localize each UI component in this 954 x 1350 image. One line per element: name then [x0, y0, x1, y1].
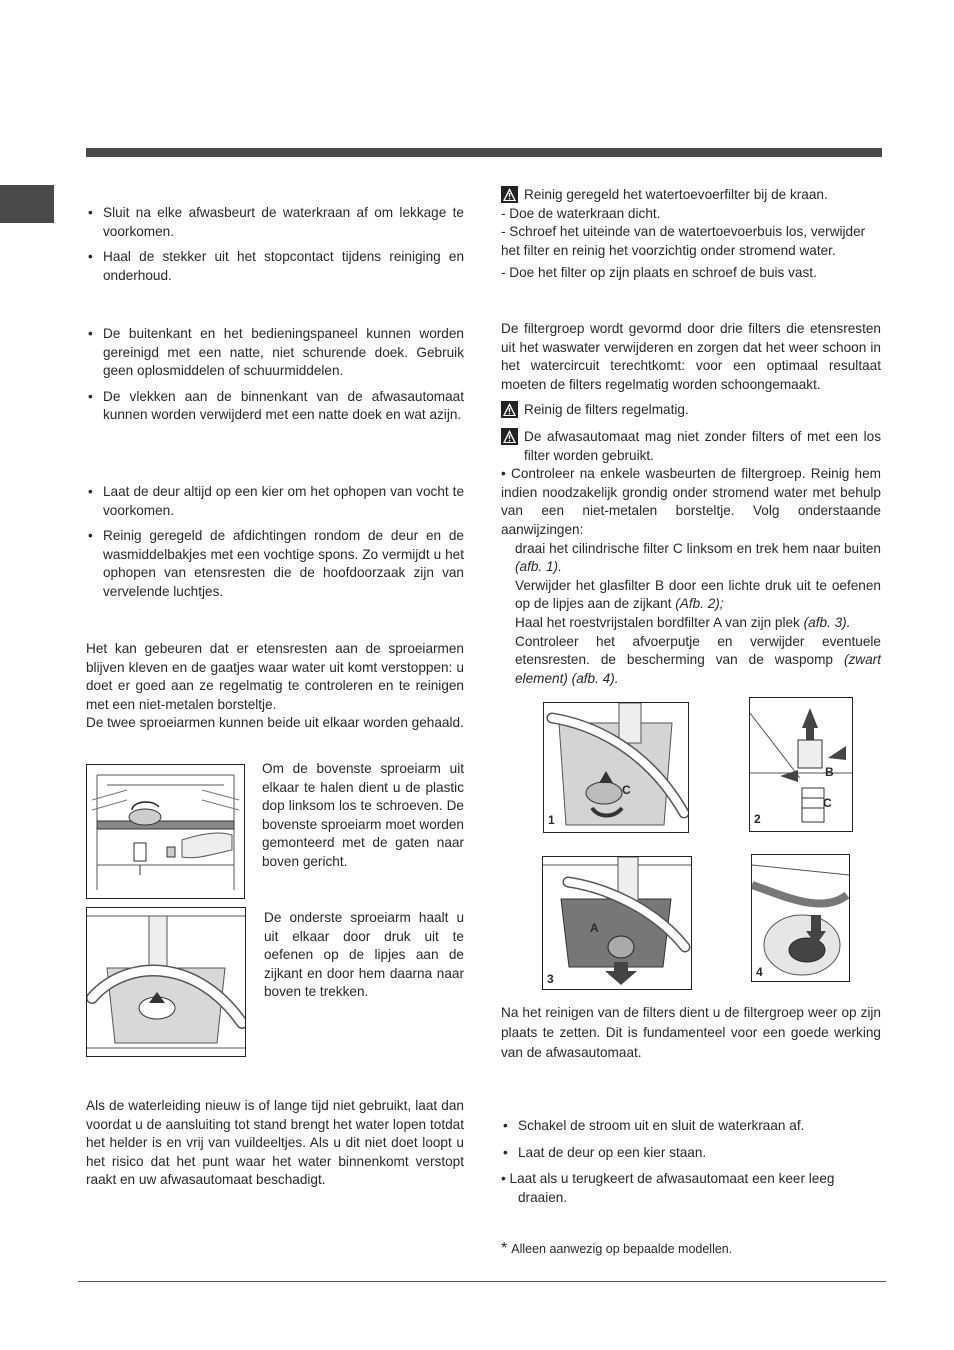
filter-figure-4: [751, 854, 850, 982]
part-label-c: C: [823, 796, 832, 810]
step: - Doe het filter op zijn plaats en schroef de buis vast.: [501, 265, 817, 281]
upper-arm-text: Om de bovenste sproeiarm uit elkaar te halen dient u de plastic dop linksom los te schroeven. De bovenste sproeiarm moet worden gemonteerd met de gaten naar boven gericht.: [262, 761, 464, 869]
footnote-text: Alleen aanwezig op bepaalde modellen.: [511, 1242, 733, 1256]
bullet: • Sluit na elke afwasbeurt de waterkraan af om lekkage te voorkomen.: [86, 204, 464, 241]
paragraph: De twee sproeiarmen kunnen beide uit elkaar worden gehaald.: [86, 715, 464, 731]
paragraph: Het kan gebeuren dat er etensresten aan de sproeiarmen blijven kleven en de gaatjes waar water uit komt verstoppen: u doet er goed aan ze regelmatig te controleren en te reinigen met een niet-metalen borsteltje.: [86, 641, 464, 712]
warning-line: [501, 428, 881, 465]
figure-number: 2: [754, 812, 761, 826]
warning-icon: [501, 428, 518, 445]
lower-arm-text: De onderste sproeiarm haalt u uit elkaar door druk uit te oefenen op de lipjes aan de zijkant en door hem daarna naar boven te trekken.: [264, 910, 464, 1000]
step-2: Verwijder het glasfilter B door een lichte druk uit te oefenen op de lipjes aan de zijkant (Afb. 2);: [515, 577, 881, 612]
bullet: • Laat de deur altijd op een kier om het ophopen van vocht te voorkomen.: [86, 483, 464, 520]
bullet: • Reinig geregeld de afdichtingen rondom de deur en de wasmiddelbakjes met een vochtige spons. Zo vermijdt u het ophopen van etensresten die de hoofdoorzaak zijn van vervelende luchtjes.: [86, 527, 464, 601]
part-label-a: A: [590, 921, 599, 935]
part-label-c: C: [622, 783, 631, 797]
section-water-inlet: [86, 1097, 464, 1190]
bullet: • Haal de stekker uit het stopcontact tijdens reiniging en onderhoud.: [86, 248, 464, 285]
part-label-b: B: [825, 765, 834, 779]
bullet: • De buitenkant en het bedieningspaneel kunnen worden gereinigd met een natte, niet schurende doek. Gebruik geen oplosmiddelen of schuurmiddelen.: [86, 325, 464, 381]
section-holidays: [501, 1117, 881, 1207]
warning-icon: [501, 401, 518, 418]
section-filters: [501, 320, 881, 688]
warning-icon: [501, 186, 518, 203]
footnote: [501, 1240, 881, 1259]
bullet: • Schakel de stroom uit en sluit de waterkraan af.: [501, 1117, 881, 1136]
filter-figure-2: [749, 697, 853, 832]
after-cleaning-text: Na het reinigen van de filters dient u de filtergroep weer op zijn plaats te zetten. Dit is fundamenteel voor een goede werking van de afwasautomaat.: [501, 1005, 881, 1060]
section-water-power: [86, 204, 464, 285]
warning-line: [501, 401, 881, 420]
paragraph: • Controleer na enkele wasbeurten de filtergroep. Reinig hem indien noodzakelijk grondig onder stromend water met behulp van een niet-metalen borsteltje. Volg onderstaande aanwijzingen:: [501, 466, 881, 537]
section-cleaning: [86, 325, 464, 425]
paragraph: Als de waterleiding nieuw is of lange tijd niet gebruikt, laat dan voordat u de aansluiting tot stand brengt het water lopen totdat het helder is en vrij van vuildeeltjes. Als u dit niet doet loopt u het risico dat het punt waar het water binnenkomt verstopt raakt en uw afwasautomaat beschadigt.: [86, 1098, 464, 1188]
upper-spray-arm-figure: [86, 764, 245, 899]
section-odours: [86, 483, 464, 602]
figure-number: 3: [547, 972, 554, 986]
filter-figure-3: [542, 856, 692, 990]
step-1: draai het cilindrische filter C linksom en trek hem naar buiten (afb. 1).: [515, 540, 881, 575]
section-spray-arms: [86, 640, 464, 733]
bullet-3: • Laat als u terugkeert de afwasautomaat een keer leeg draaien.: [501, 1171, 835, 1205]
bullet: • De vlekken aan de binnenkant van de afwasautomaat kunnen worden verwijderd met een natte doek en wat azijn.: [86, 388, 464, 425]
step-4: Controleer het afvoerputje en verwijder eventuele etensresten. de bescherming van de waspomp (zwart element) (afb. 4).: [515, 633, 881, 686]
footer-rule: [78, 1281, 886, 1282]
step: - Schroef het uiteinde van de watertoevoerbuis los, verwijder het filter en reinig het voorzichtig onder stromend water.: [501, 224, 866, 258]
language-tab: [0, 185, 54, 223]
warning-text: Reinig geregeld het watertoevoerfilter bij de kraan.: [524, 187, 828, 202]
section-inlet-filter: [501, 186, 881, 283]
footnote-star: *: [501, 1240, 508, 1257]
figure-number: 1: [548, 813, 555, 827]
figure-number: 4: [756, 965, 763, 979]
warning-line: [501, 186, 881, 205]
header-bar: [86, 148, 882, 157]
step: - Doe de waterkraan dicht.: [501, 205, 661, 221]
step-3: Haal het roestvrijstalen bordfilter A van zijn plek (afb. 3).: [515, 614, 851, 630]
paragraph: De filtergroep wordt gevormd door drie filters die etensresten uit het waswater verwijderen en zorgen dat het weer schoon in het watercircuit terechtkomt: voor een optimaal resultaat moeten de filters regelmatig worden schoongemaakt.: [501, 321, 881, 392]
filter-figure-1: [543, 702, 689, 833]
warning-text: Reinig de filters regelmatig.: [524, 402, 689, 418]
warning-text: De afwasautomaat mag niet zonder filters of met een los filter worden gebruikt.: [524, 428, 881, 463]
lower-spray-arm-figure: [86, 907, 246, 1057]
bullet: • Laat de deur op een kier staan.: [501, 1144, 881, 1163]
